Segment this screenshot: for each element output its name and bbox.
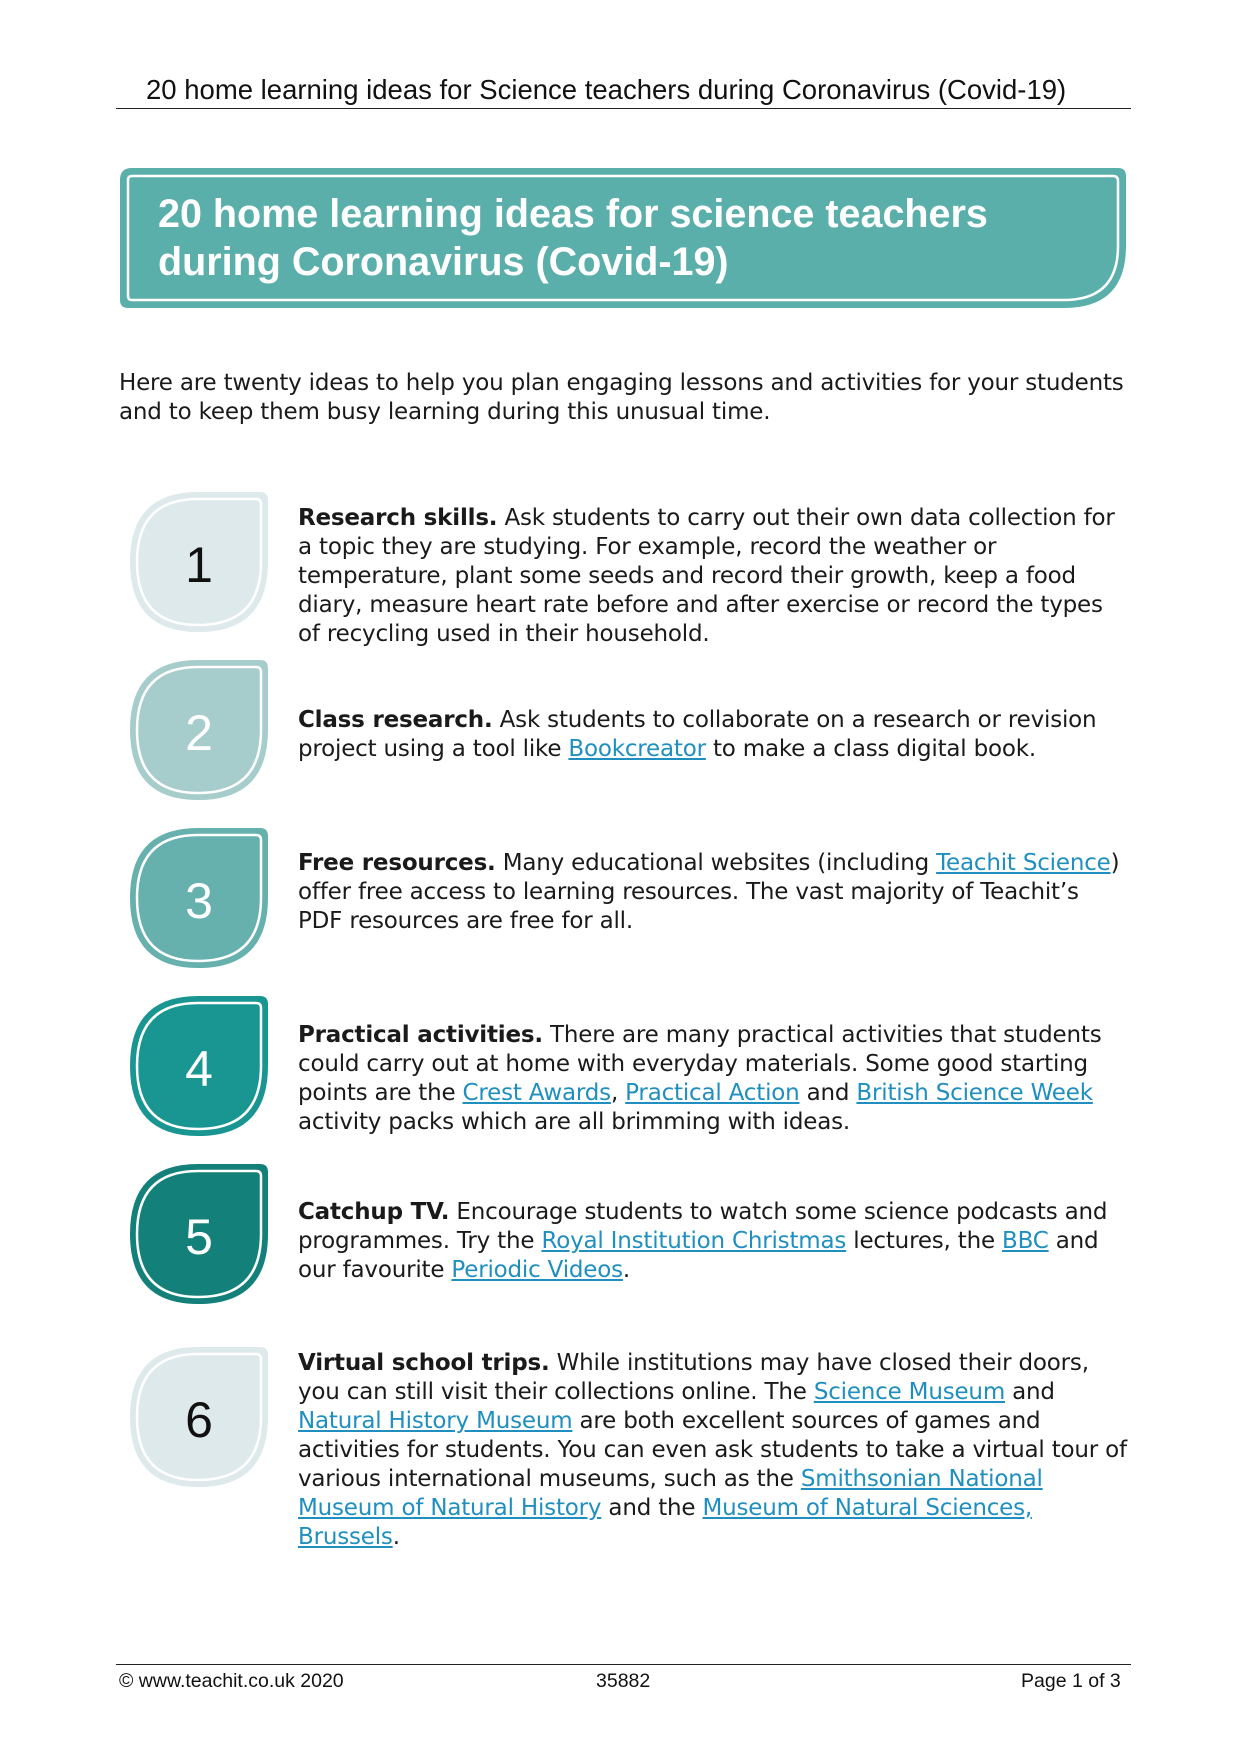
idea-body-text: .	[622, 1257, 631, 1283]
idea-text	[298, 1349, 1128, 1552]
resource-link[interactable]: Natural History Museum	[298, 1408, 573, 1434]
idea-title: Class research.	[298, 707, 493, 733]
idea-text	[298, 706, 1128, 764]
footer-copyright: © www.teachit.co.uk 2020	[119, 1670, 344, 1692]
idea-body-text: ,	[610, 1080, 626, 1106]
idea-number: 1	[185, 537, 213, 593]
idea-text	[298, 1021, 1128, 1137]
resource-link[interactable]: Smithsonian National Museum of Natural History	[298, 1466, 1043, 1521]
idea-body-text: to make a class digital book.	[705, 736, 1036, 762]
idea-body-text: and the	[601, 1495, 703, 1521]
intro-paragraph: Here are twenty ideas to help you plan engaging lessons and activities for your students and to keep them busy learning during this unusual time.	[119, 370, 1124, 425]
idea-body-text: lectures, the	[846, 1228, 1003, 1254]
idea-body-text: While institutions may have closed their doors, you can still visit their collections online. The	[298, 1350, 1089, 1405]
resource-link[interactable]: Royal Institution Christmas	[541, 1228, 847, 1254]
resource-link[interactable]: British Science Week	[856, 1080, 1093, 1106]
idea-body-text: Many educational websites (including	[495, 850, 937, 876]
idea-title: Free resources.	[298, 850, 496, 876]
idea-body-text: Ask students to collaborate on a research or revision project using a tool like	[298, 707, 1097, 762]
resource-link[interactable]: Crest Awards	[462, 1080, 611, 1106]
page-title: 20 home learning ideas for science teachers during Coronavirus (Covid-19)	[158, 192, 988, 284]
idea-body-text: activity packs which are all brimming with ideas.	[298, 1109, 851, 1135]
number-drop-badge	[128, 658, 278, 808]
idea-number: 5	[185, 1209, 213, 1265]
number-drop-badge	[128, 490, 278, 640]
idea-body-text: There are many practical activities that students could carry out at home with everyday materials. Some good starting points are the	[298, 1022, 1102, 1106]
idea-body-text: are both excellent sources of games and activities for students. You can even ask students to take a virtual tour of various international museums, such as the	[298, 1408, 1127, 1492]
resource-link[interactable]: Science Museum	[813, 1379, 1006, 1405]
number-drop-badge	[128, 1162, 278, 1312]
running-header-title: 20 home learning ideas for Science teachers during Coronavirus (Covid-19)	[146, 74, 1067, 105]
resource-link[interactable]: Museum of Natural Sciences, Brussels	[298, 1495, 1032, 1550]
idea-body-text: Encourage students to watch some science podcasts and programmes. Try the	[298, 1199, 1108, 1254]
resource-link[interactable]: Periodic Videos	[451, 1257, 623, 1283]
idea-text	[298, 504, 1128, 649]
footer-resource-code: 35882	[596, 1670, 651, 1692]
header-rule	[116, 108, 1131, 109]
resource-link[interactable]: Bookcreator	[568, 736, 706, 762]
number-drop-badge	[128, 994, 278, 1144]
idea-text	[298, 849, 1128, 936]
resource-link[interactable]: BBC	[1002, 1228, 1049, 1254]
idea-title: Virtual school trips.	[298, 1350, 550, 1376]
footer-page-number: Page 1 of 3	[1021, 1670, 1121, 1692]
idea-title: Catchup TV.	[298, 1199, 450, 1225]
idea-body-text: .	[392, 1524, 400, 1550]
idea-number: 6	[185, 1392, 213, 1448]
idea-number: 2	[185, 705, 213, 761]
footer-rule	[116, 1664, 1131, 1665]
resource-link[interactable]: Practical Action	[625, 1080, 800, 1106]
idea-body-text: Ask students to carry out their own data collection for a topic they are studying. For example, record the weather or temperature, plant some seeds and record their growth, keep a food diary, measure heart rate before and after exercise or record the types of recycling used in their household.	[298, 505, 1115, 647]
idea-number: 4	[185, 1041, 213, 1097]
idea-title: Research skills.	[298, 505, 498, 531]
idea-body-text: and	[799, 1080, 857, 1106]
idea-body-text: ) offer free access to learning resources. The vast majority of Teachit’s PDF resources are free for all.	[298, 850, 1120, 934]
idea-body-text: and	[1005, 1379, 1055, 1405]
idea-number: 3	[185, 873, 213, 929]
number-drop-badge	[128, 1345, 278, 1495]
number-drop-badge	[128, 826, 278, 976]
idea-title: Practical activities.	[298, 1022, 543, 1048]
title-banner	[118, 166, 1128, 310]
resource-link[interactable]: Teachit Science	[936, 850, 1111, 876]
idea-body-text: and our favourite	[298, 1228, 1099, 1283]
idea-text	[298, 1198, 1128, 1285]
